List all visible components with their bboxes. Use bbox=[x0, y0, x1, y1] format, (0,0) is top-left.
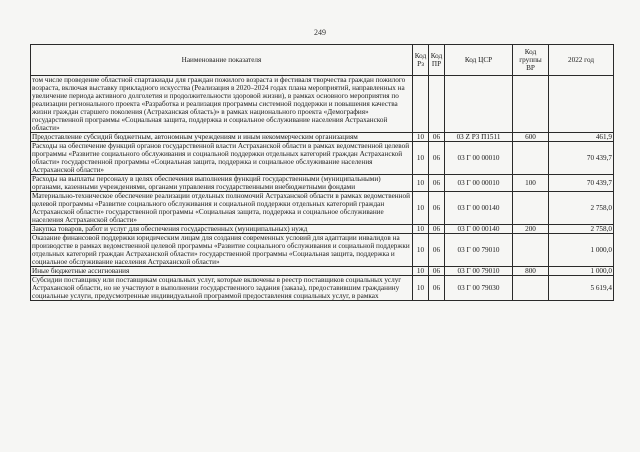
row-name: Материально-техническое обеспечение реализации отдельных полномочий Астраханской области в рамках ведомственной целевой программы «Развитие социального обслуживания и социальной поддержки отдельных категорий граждан Астраханской области» государственной программы «Социальная защита, поддержка и социальное обслуживание населения Астраханской области» bbox=[31, 192, 413, 225]
row-name: Субсидии поставщику или поставщикам социальных услуг, которые включены в реестр поставщиков социальных услуг Астраханской области, но не участвуют в выполнении государственного задания (заказа), предоставившим гражданину социальные услуги, предусмотренные индивидуальной программой предоставления социальных услуг, в рамках bbox=[31, 276, 413, 301]
table-row bbox=[31, 133, 614, 142]
row-csr: 03 Г 00 79010 bbox=[445, 234, 513, 267]
table-header-row bbox=[31, 45, 614, 76]
header-name: Наименование показателя bbox=[31, 45, 413, 76]
row-csr: 03 Г 00 00140 bbox=[445, 225, 513, 234]
row-vr bbox=[513, 234, 549, 267]
row-sum: 1 000,0 bbox=[549, 234, 614, 267]
row-name: Расходы на обеспечение функций органов государственной власти Астраханской области в рамках ведомственной целевой программы «Развитие социального обслуживания и социальной поддержки отдельных категорий граждан Астраханской области» государственной программы «Социальная защита, поддержка и социальное обслуживание населения Астраханской области» bbox=[31, 142, 413, 175]
row-name: том числе проведение областной спартакиады для граждан пожилого возраста и фестиваля творчества граждан пожилого возраста, включая выставку прикладного искусства (Реализация в 2020–2024 годах плана мероприятий, направленных на увеличение периода активного долголетия и продолжительности здоровой жизни), в рамках основного мероприятия по реализации регионального проекта «Разработка и реализация программы системной поддержки и повышения качества жизни граждан старшего поколения (Астраханская область)» в рамках национального проекта «Демография» государственной программы «Социальная защита, поддержка и социальное обслуживание населения Астраханской области» bbox=[31, 76, 413, 133]
row-vr: 100 bbox=[513, 175, 549, 192]
row-vr: 200 bbox=[513, 225, 549, 234]
row-csr: 03 Z P3 П1511 bbox=[445, 133, 513, 142]
row-pr: 06 bbox=[429, 142, 445, 175]
row-sum: 70 439,7 bbox=[549, 142, 614, 175]
row-sum: 5 619,4 bbox=[549, 276, 614, 301]
row-pr: 06 bbox=[429, 192, 445, 225]
row-pr: 06 bbox=[429, 133, 445, 142]
header-year: 2022 год bbox=[549, 45, 614, 76]
row-vr: 600 bbox=[513, 133, 549, 142]
row-sum: 461,9 bbox=[549, 133, 614, 142]
row-vr bbox=[513, 76, 549, 133]
table-row bbox=[31, 142, 614, 175]
row-name: Предоставление субсидий бюджетным, автономным учреждениям и иным некоммерческим организациям bbox=[31, 133, 413, 142]
row-rz: 10 bbox=[413, 225, 429, 234]
row-csr bbox=[445, 76, 513, 133]
row-pr: 06 bbox=[429, 267, 445, 276]
row-name: Оказание финансовой поддержки юридическим лицам для создания современных условий для адаптации инвалидов на производстве в рамках ведомственной целевой программы «Развитие социального обслуживания и социальной поддержки отдельных категорий граждан Астраханской области» государственной программы «Социальная защита, поддержка и социальное обслуживание населения Астраханской области» bbox=[31, 234, 413, 267]
row-sum: 70 439,7 bbox=[549, 175, 614, 192]
row-csr: 03 Г 00 00140 bbox=[445, 192, 513, 225]
row-vr bbox=[513, 142, 549, 175]
row-rz: 10 bbox=[413, 133, 429, 142]
row-rz: 10 bbox=[413, 192, 429, 225]
row-sum: 2 758,0 bbox=[549, 225, 614, 234]
row-rz: 10 bbox=[413, 276, 429, 301]
row-rz bbox=[413, 76, 429, 133]
row-pr: 06 bbox=[429, 175, 445, 192]
row-rz: 10 bbox=[413, 267, 429, 276]
row-sum: 1 000,0 bbox=[549, 267, 614, 276]
row-csr: 03 Г 00 00010 bbox=[445, 175, 513, 192]
table-row bbox=[31, 76, 614, 133]
header-vr: Код группы ВР bbox=[513, 45, 549, 76]
row-name: Закупка товаров, работ и услуг для обеспечения государственных (муниципальных) нужд bbox=[31, 225, 413, 234]
row-csr: 03 Г 00 00010 bbox=[445, 142, 513, 175]
page-number: 249 bbox=[314, 28, 326, 37]
row-vr bbox=[513, 276, 549, 301]
row-pr: 06 bbox=[429, 234, 445, 267]
table-row bbox=[31, 234, 614, 267]
row-rz: 10 bbox=[413, 234, 429, 267]
header-csr: Код ЦСР bbox=[445, 45, 513, 76]
row-csr: 03 Г 00 79030 bbox=[445, 276, 513, 301]
table-row bbox=[31, 267, 614, 276]
row-vr bbox=[513, 192, 549, 225]
table-row bbox=[31, 192, 614, 225]
table-row bbox=[31, 276, 614, 301]
row-pr: 06 bbox=[429, 276, 445, 301]
budget-table bbox=[30, 44, 614, 301]
header-rz: Код Рз bbox=[413, 45, 429, 76]
row-rz: 10 bbox=[413, 175, 429, 192]
row-pr: 06 bbox=[429, 225, 445, 234]
row-csr: 03 Г 00 79010 bbox=[445, 267, 513, 276]
row-sum bbox=[549, 76, 614, 133]
header-pr: Код ПР bbox=[429, 45, 445, 76]
row-pr bbox=[429, 76, 445, 133]
row-rz: 10 bbox=[413, 142, 429, 175]
row-name: Иные бюджетные ассигнования bbox=[31, 267, 413, 276]
row-name: Расходы на выплаты персоналу в целях обеспечения выполнения функций государственными (муниципальными) органами, казенными учреждениями, органами управления государственными внебюджетными фондами bbox=[31, 175, 413, 192]
row-sum: 2 758,0 bbox=[549, 192, 614, 225]
table-row bbox=[31, 175, 614, 192]
table-row bbox=[31, 225, 614, 234]
row-vr: 800 bbox=[513, 267, 549, 276]
